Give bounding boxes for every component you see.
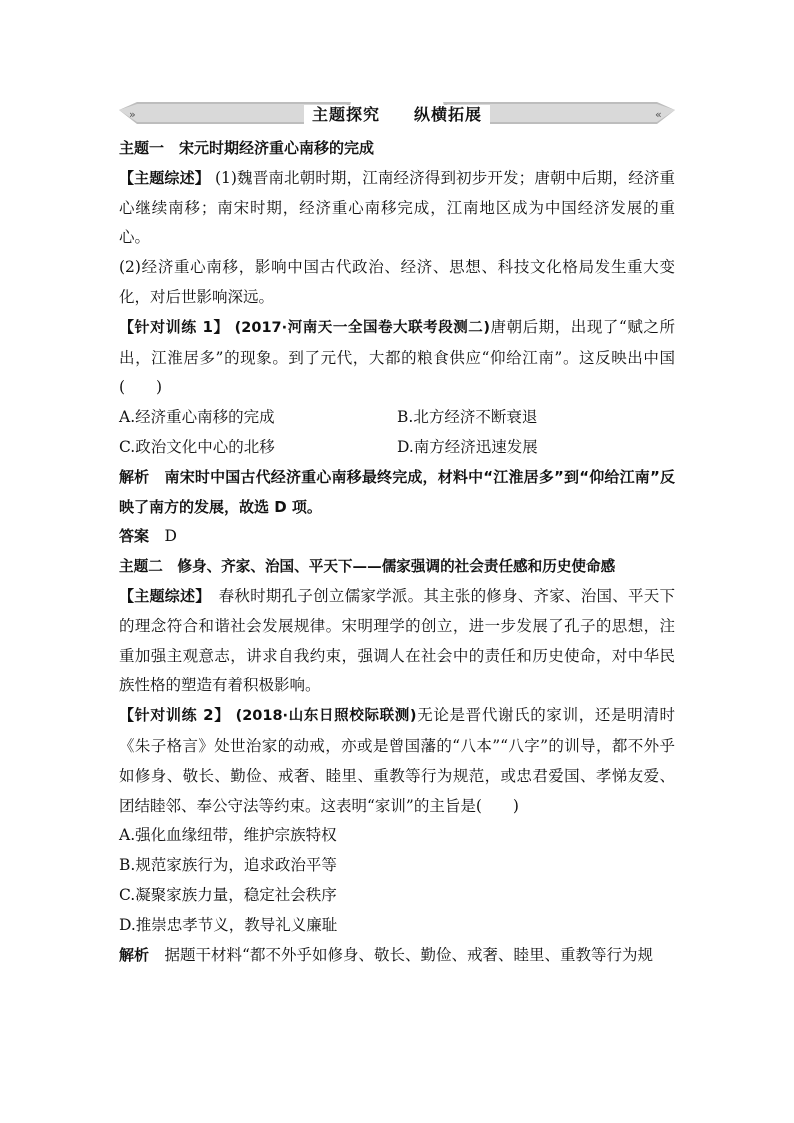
topic1-option-d: D.南方经济迅速发展 (397, 437, 538, 456)
topic2-summary (119, 582, 675, 701)
topic1-training (119, 313, 675, 403)
topic1-options-row-1 (119, 403, 675, 433)
topic2-analysis (119, 941, 675, 971)
topic1-training-text: 唐朝后期，出现了“赋之所出，江淮居多”的现象。到了元代，大都的粮食供应“仰给江南”。这反映出中国( ) (119, 317, 675, 397)
topic2-option-c: C.凝聚家族力量，稳定社会秩序 (119, 885, 337, 904)
topic2-training (119, 701, 675, 821)
topic1-heading: 主题一 宋元时期经济重心南移的完成 (119, 139, 375, 157)
topic1-option-c: C.政治文化中心的北移 (119, 437, 275, 456)
topic1-analysis-text: 南宋时中国古代经济重心南移最终完成，材料中“江淮居多”到“仰给江南”反映了南方的发展，故选 D 项。 (119, 467, 675, 516)
topic1-answer-label: 答案 (119, 527, 150, 546)
topic1-options-row-2 (119, 433, 675, 463)
topic1-training-source: (2017·河南天一全国卷大联考段测二) (229, 319, 490, 336)
banner-title-right: 纵横拓展 (406, 105, 490, 124)
svg-text:»: » (129, 108, 136, 121)
topic2-summary-text: 春秋时期孔子创立儒家学派。其主张的修身、齐家、治国、平天下的理念符合和谐社会发展规律。宋明理学的创立，进一步发展了孔子的思想，注重加强主观意志，讲求自我约束，强调人在社会中的责任和历史使命，对中华民族性格的塑造有着积极影响。 (119, 586, 675, 695)
topic2-training-text: 无论是晋代谢氏的家训，还是明清时《朱子格言》处世治家的动戒，亦或是曾国藩的“八本”“八字”的训导，都不外乎如修身、敬长、勤俭、戒奢、睦里、重教等行为规范，或忠君爱国、孝悌友爱、团结睦邻、奉公守法等约束。这表明“家训”的主旨是( ) (119, 706, 675, 815)
section-banner (119, 96, 675, 130)
topic1-summary-text: (1)魏晋南北朝时期，江南经济得到初步开发；唐朝中后期，经济重心继续南移；南宋时期，经济重心南移完成，江南地区成为中国经济发展的重心。 (119, 168, 675, 247)
topic2-option-b: B.规范家族行为，追求政治平等 (119, 856, 337, 875)
svg-text:«: « (655, 108, 662, 121)
banner-title (119, 100, 675, 130)
document-page (119, 96, 675, 970)
topic2-option-a: A.强化血缘纽带，维护宗族特权 (119, 826, 337, 845)
topic2-analysis-text: 据题干材料“都不外乎如修身、敬长、勤俭、戒奢、睦里、重教等行为规 (149, 945, 653, 964)
topic2-heading: 主题二 修身、齐家、治国、平天下——儒家强调的社会责任感和历史使命感 (119, 558, 616, 576)
topic1-summary-2: (2)经济重心南移，影响中国古代政治、经济、思想、科技文化格局发生重大变化，对后世影响深远。 (119, 258, 675, 306)
topic1-analysis (119, 463, 675, 523)
topic1-summary (119, 164, 675, 253)
topic2-training-label: 【针对训练 2】 (119, 706, 230, 725)
topic1-answer-text: D (149, 527, 177, 546)
topic1-summary-label: 【主题综述】 (119, 168, 210, 187)
topic1-option-b: B.北方经济不断衰退 (397, 408, 538, 427)
topic2-summary-label: 【主题综述】 (119, 586, 203, 605)
topic1-answer (119, 522, 675, 552)
topic2-analysis-label: 解析 (119, 945, 150, 964)
topic2-option-d: D.推崇忠孝节义，教导礼义廉耻 (119, 915, 338, 934)
topic2-training-source: (2018·山东日照校际联测) (229, 708, 417, 725)
topic1-analysis-label: 解析 (119, 467, 150, 486)
topic1-option-a: A.经济重心南移的完成 (119, 408, 275, 427)
topic1-training-label: 【针对训练 1】 (119, 317, 230, 336)
banner-title-left: 主题探究 (304, 105, 388, 124)
